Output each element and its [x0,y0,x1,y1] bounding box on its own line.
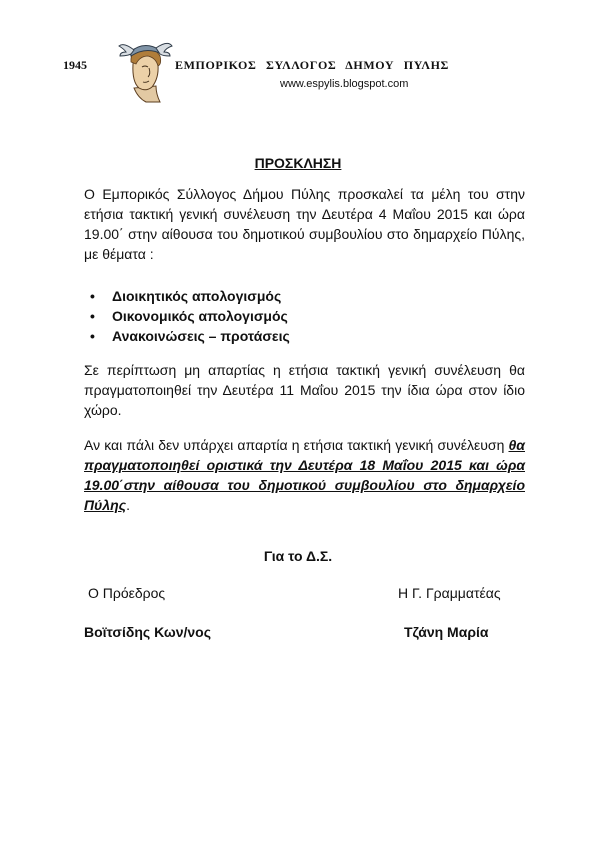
agenda-list [90,286,290,346]
organization-name: ΕΜΠΟΡΙΚΟΣ ΣΥΛΛΟΓΟΣ ΔΗΜΟΥ ΠΥΛΗΣ [175,58,449,72]
secretary-role: Η Γ. Γραμματέας [398,585,501,601]
hermes-head-icon [116,38,174,104]
president-role: Ο Πρόεδρος [88,585,166,601]
website-link[interactable]: www.espylis.blogspot.com [280,78,409,90]
agenda-item: • Διοικητικός απολογισμός [90,286,290,306]
document-title: ΠΡΟΣΚΛΗΣΗ [254,155,342,171]
agenda-item: • Οικονομικός απολογισμός [90,306,290,326]
agenda-item: • Ανακοινώσεις – προτάσεις [90,326,290,346]
final-meeting-intro: Αν και πάλι δεν υπάρχει απαρτία η ετήσια τακτική γενική συνέλευση [84,437,509,453]
president-name: Βοϊτσίδης Κων/νος [84,624,211,640]
final-meeting-paragraph [84,435,525,515]
no-quorum-paragraph: Σε περίπτωση μη απαρτίας η ετήσια τακτική γενική συνέλευση θα πραγματοποιηθεί την Δευτέρα 11 Μαΐου 2015 την ίδια ώρα στον ίδιο χώρο. [84,362,525,418]
for-board-label: Για το Δ.Σ. [263,548,333,564]
final-meeting-emphasis: θα πραγματοποιηθεί οριστικά την Δευτέρα 18 Μαΐου 2015 και ώρα 19.00΄στην αίθουσα του δημοτικού συμβουλίου στο δημαρχείο Πύλης [84,437,525,513]
founding-year: 1945 [63,58,87,72]
secretary-name: Τζάνη Μαρία [404,624,489,640]
invitation-paragraph: Ο Εμπορικός Σύλλογος Δήμου Πύλης προσκαλεί τα μέλη του στην ετήσια τακτική γενική συνέλευση την Δευτέρα 4 Μαΐου 2015 και ώρα 19.00΄ στην αίθουσα του δημοτικού συμβουλίου στο δημαρχείο Πύλης, με θέματα : [84,186,525,262]
final-meeting-end: . [126,497,131,513]
